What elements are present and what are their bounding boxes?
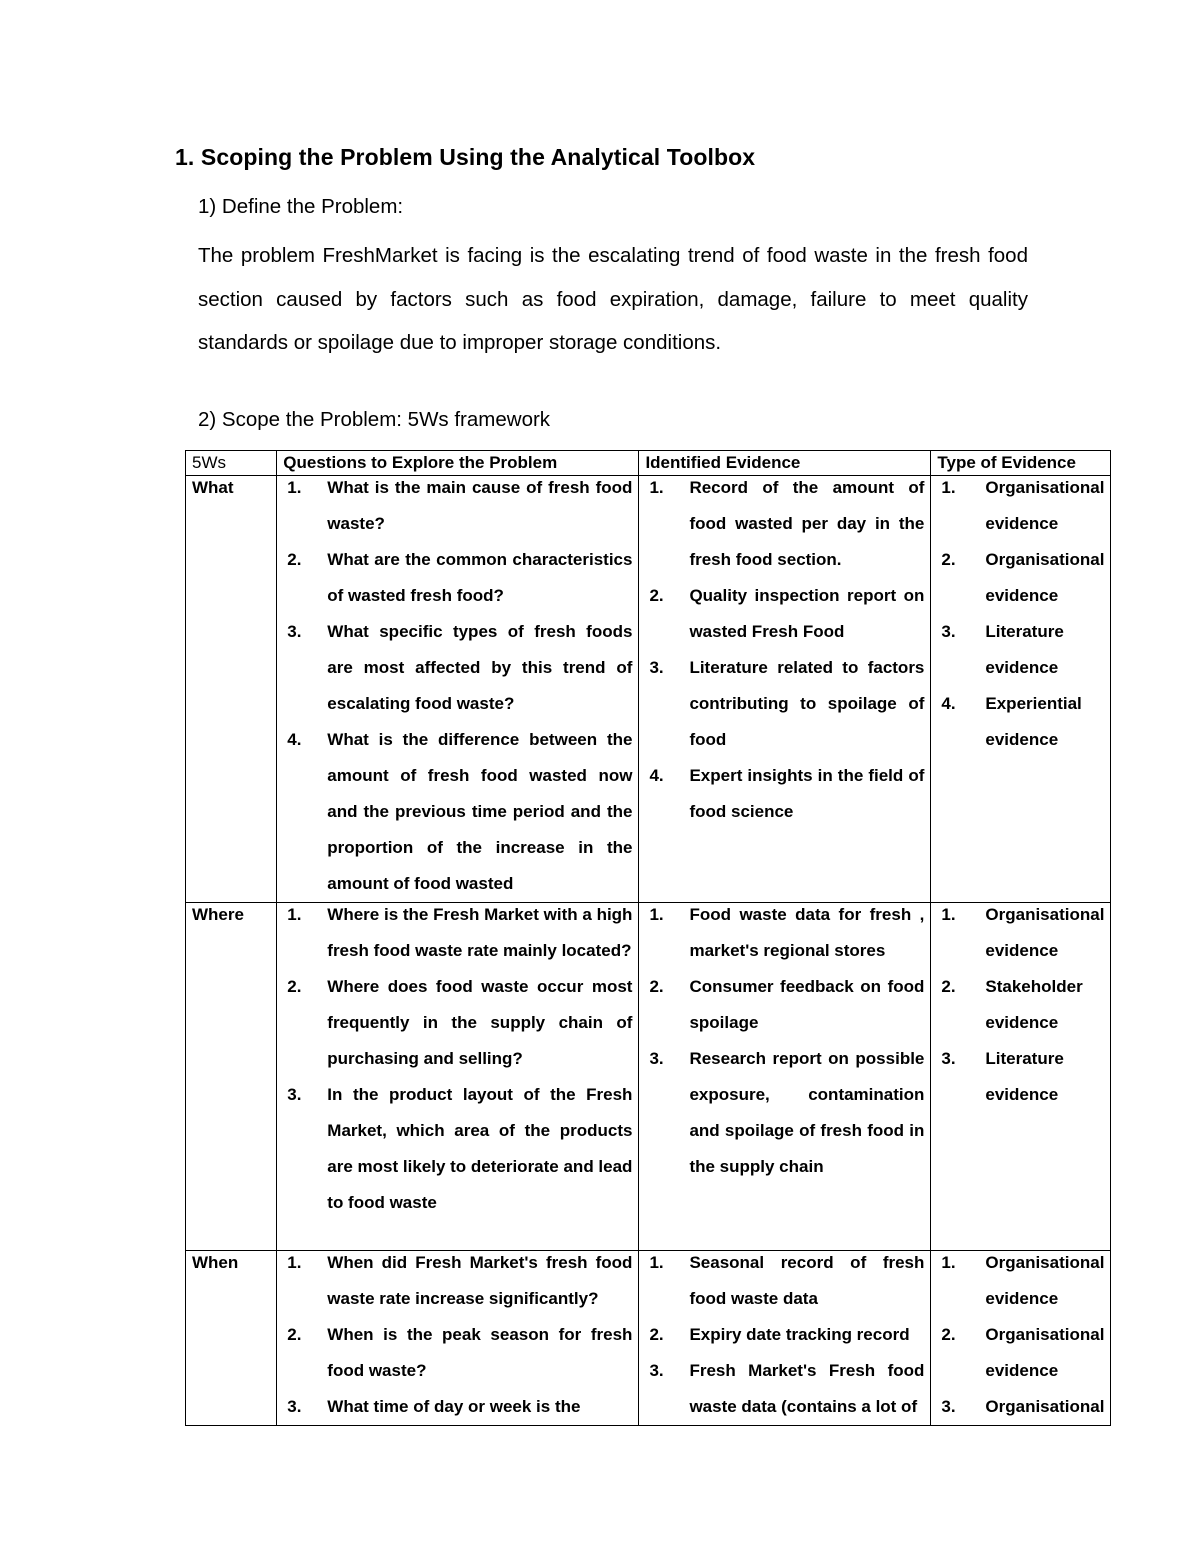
list-item-number: 2.	[941, 1325, 956, 1344]
list-item	[937, 542, 1104, 614]
list-item-number: 1.	[287, 905, 302, 924]
list-item	[283, 969, 632, 1077]
list-item	[283, 1077, 632, 1221]
list-item	[645, 1317, 924, 1353]
list-item-number: 3.	[649, 658, 664, 677]
list-item-number: 3.	[287, 1397, 302, 1416]
list-item	[283, 542, 632, 614]
numbered-list	[937, 470, 1104, 758]
list-item-text: Literature evidence	[985, 1049, 1064, 1104]
table-row-when	[186, 1251, 1111, 1426]
numbered-list	[283, 1245, 632, 1425]
list-item-text: When did Fresh Market's fresh food waste rate increase significantly?	[327, 1253, 633, 1308]
list-item	[283, 722, 632, 902]
list-item-number: 3.	[941, 1049, 956, 1068]
list-item	[937, 1245, 1104, 1317]
list-item-number: 2.	[941, 550, 956, 569]
header-type-of-evidence: Type of Evidence	[931, 451, 1111, 476]
row-label: What	[186, 476, 277, 903]
list-item-number: 3.	[649, 1361, 664, 1380]
list-item-text: Expert insights in the field of food science	[689, 766, 925, 821]
list-item-number: 3.	[941, 1397, 956, 1416]
list-item-text: Food waste data for fresh , market's regional stores	[689, 905, 925, 960]
list-item-number: 1.	[941, 905, 956, 924]
list-item-number: 1.	[649, 478, 664, 497]
list-item	[937, 1041, 1104, 1113]
list-item-text: Organisational evidence	[985, 905, 1105, 960]
questions-cell	[277, 903, 639, 1251]
list-item	[645, 897, 924, 969]
questions-cell	[277, 476, 639, 903]
list-item	[937, 969, 1104, 1041]
list-item-text: What is the difference between the amount of fresh food wasted now and the previous time period and the proportion of the increase in the amount of food wasted	[327, 730, 633, 893]
list-item-text: Where is the Fresh Market with a high fresh food waste rate mainly located?	[327, 905, 633, 960]
list-item-text: Organisational evidence	[985, 478, 1105, 533]
table-row-where	[186, 903, 1111, 1251]
evidence-cell	[639, 1251, 931, 1426]
questions-cell	[277, 1251, 639, 1426]
list-item-text: Where does food waste occur most frequently in the supply chain of purchasing and selling?	[327, 977, 633, 1068]
list-item-number: 2.	[287, 1325, 302, 1344]
list-item-number: 1.	[649, 1253, 664, 1272]
list-item-text: Stakeholder evidence	[985, 977, 1083, 1032]
list-item	[937, 897, 1104, 969]
list-item-text: In the product layout of the Fresh Market, which area of the products are most likely to deteriorate and lead to food waste	[327, 1085, 633, 1212]
list-item-text: Organisational evidence	[985, 1253, 1105, 1308]
evidence-type-cell	[931, 476, 1111, 903]
list-item-number: 4.	[649, 766, 664, 785]
list-item-text: Literature related to factors contributing to spoilage of food	[689, 658, 925, 749]
list-item	[645, 1353, 924, 1425]
list-item-text: Fresh Market's Fresh food waste data (contains a lot of	[689, 1361, 925, 1416]
list-item-text: Organisational evidence	[985, 1325, 1105, 1380]
list-item	[937, 470, 1104, 542]
list-item	[283, 1317, 632, 1389]
list-item-number: 4.	[287, 730, 302, 749]
list-item-text: What time of day or week is the	[327, 1397, 581, 1416]
list-item-number: 3.	[287, 622, 302, 641]
list-item-number: 2.	[649, 586, 664, 605]
list-item-text: Organisational evidence	[985, 550, 1105, 605]
evidence-type-cell	[931, 903, 1111, 1251]
table-row-what	[186, 476, 1111, 903]
list-item-number: 1.	[941, 1253, 956, 1272]
row-label: Where	[186, 903, 277, 1251]
list-item-number: 1.	[287, 1253, 302, 1272]
list-item	[937, 686, 1104, 758]
section-heading: 1. Scoping the Problem Using the Analytical Toolbox	[175, 144, 756, 170]
define-problem-text: The problem FreshMarket is facing is the escalating trend of food waste in the fresh food section caused by factors such as food expiration, damage, failure to meet quality standards or spoilage due to improper storage conditions.	[198, 244, 1028, 354]
list-item	[283, 1245, 632, 1317]
list-item	[283, 470, 632, 542]
numbered-list	[283, 897, 632, 1221]
list-item-text: Literature evidence	[985, 622, 1064, 677]
list-item	[645, 1245, 924, 1317]
numbered-list	[645, 1245, 924, 1425]
list-item-number: 4.	[941, 694, 956, 713]
list-item-number: 3.	[941, 622, 956, 641]
list-item-number: 2.	[941, 977, 956, 996]
define-problem-title: 1) Define the Problem:	[198, 195, 404, 218]
list-item	[283, 897, 632, 969]
list-item-text: What is the main cause of fresh food waste?	[327, 478, 633, 533]
numbered-list	[937, 897, 1104, 1113]
list-item	[645, 969, 924, 1041]
numbered-list	[283, 470, 632, 902]
list-item-number: 2.	[649, 977, 664, 996]
numbered-list	[645, 897, 924, 1185]
list-item-text: Research report on possible exposure, contamination and spoilage of fresh food in the supply chain	[689, 1049, 925, 1176]
evidence-cell	[639, 903, 931, 1251]
evidence-cell	[639, 476, 931, 903]
list-item-number: 3.	[649, 1049, 664, 1068]
list-item	[645, 1041, 924, 1185]
header-questions: Questions to Explore the Problem	[277, 451, 639, 476]
scope-problem-title: 2) Scope the Problem: 5Ws framework	[198, 408, 551, 431]
numbered-list	[937, 1245, 1104, 1425]
list-item-text: Organisational	[985, 1397, 1105, 1416]
list-item-text: What specific types of fresh foods are most affected by this trend of escalating food waste?	[327, 622, 633, 713]
list-item-text: Quality inspection report on wasted Fresh Food	[689, 586, 925, 641]
header-identified-evidence: Identified Evidence	[639, 451, 931, 476]
list-item	[645, 578, 924, 650]
numbered-list	[645, 470, 924, 830]
five-ws-table	[185, 450, 1111, 1426]
list-item-text: Experiential evidence	[985, 694, 1082, 749]
list-item	[645, 470, 924, 578]
list-item-text: Consumer feedback on food spoilage	[689, 977, 925, 1032]
list-item-number: 2.	[287, 550, 302, 569]
list-item	[937, 614, 1104, 686]
evidence-type-cell	[931, 1251, 1111, 1426]
list-item-text: Seasonal record of fresh food waste data	[689, 1253, 925, 1308]
list-item-text: Expiry date tracking record	[689, 1325, 910, 1344]
list-item	[645, 758, 924, 830]
list-item	[937, 1389, 1104, 1425]
list-item-number: 3.	[287, 1085, 302, 1104]
list-item-number: 1.	[941, 478, 956, 497]
list-item-text: Record of the amount of food wasted per day in the fresh food section.	[689, 478, 925, 569]
list-item-text: When is the peak season for fresh food waste?	[327, 1325, 633, 1380]
list-item-number: 2.	[649, 1325, 664, 1344]
row-label: When	[186, 1251, 277, 1426]
list-item	[937, 1317, 1104, 1389]
list-item-number: 1.	[649, 905, 664, 924]
list-item-number: 1.	[287, 478, 302, 497]
header-5ws: 5Ws	[186, 451, 277, 476]
list-item	[283, 1389, 632, 1425]
list-item	[283, 614, 632, 722]
list-item	[645, 650, 924, 758]
list-item-text: What are the common characteristics of wasted fresh food?	[327, 550, 633, 605]
list-item-number: 2.	[287, 977, 302, 996]
